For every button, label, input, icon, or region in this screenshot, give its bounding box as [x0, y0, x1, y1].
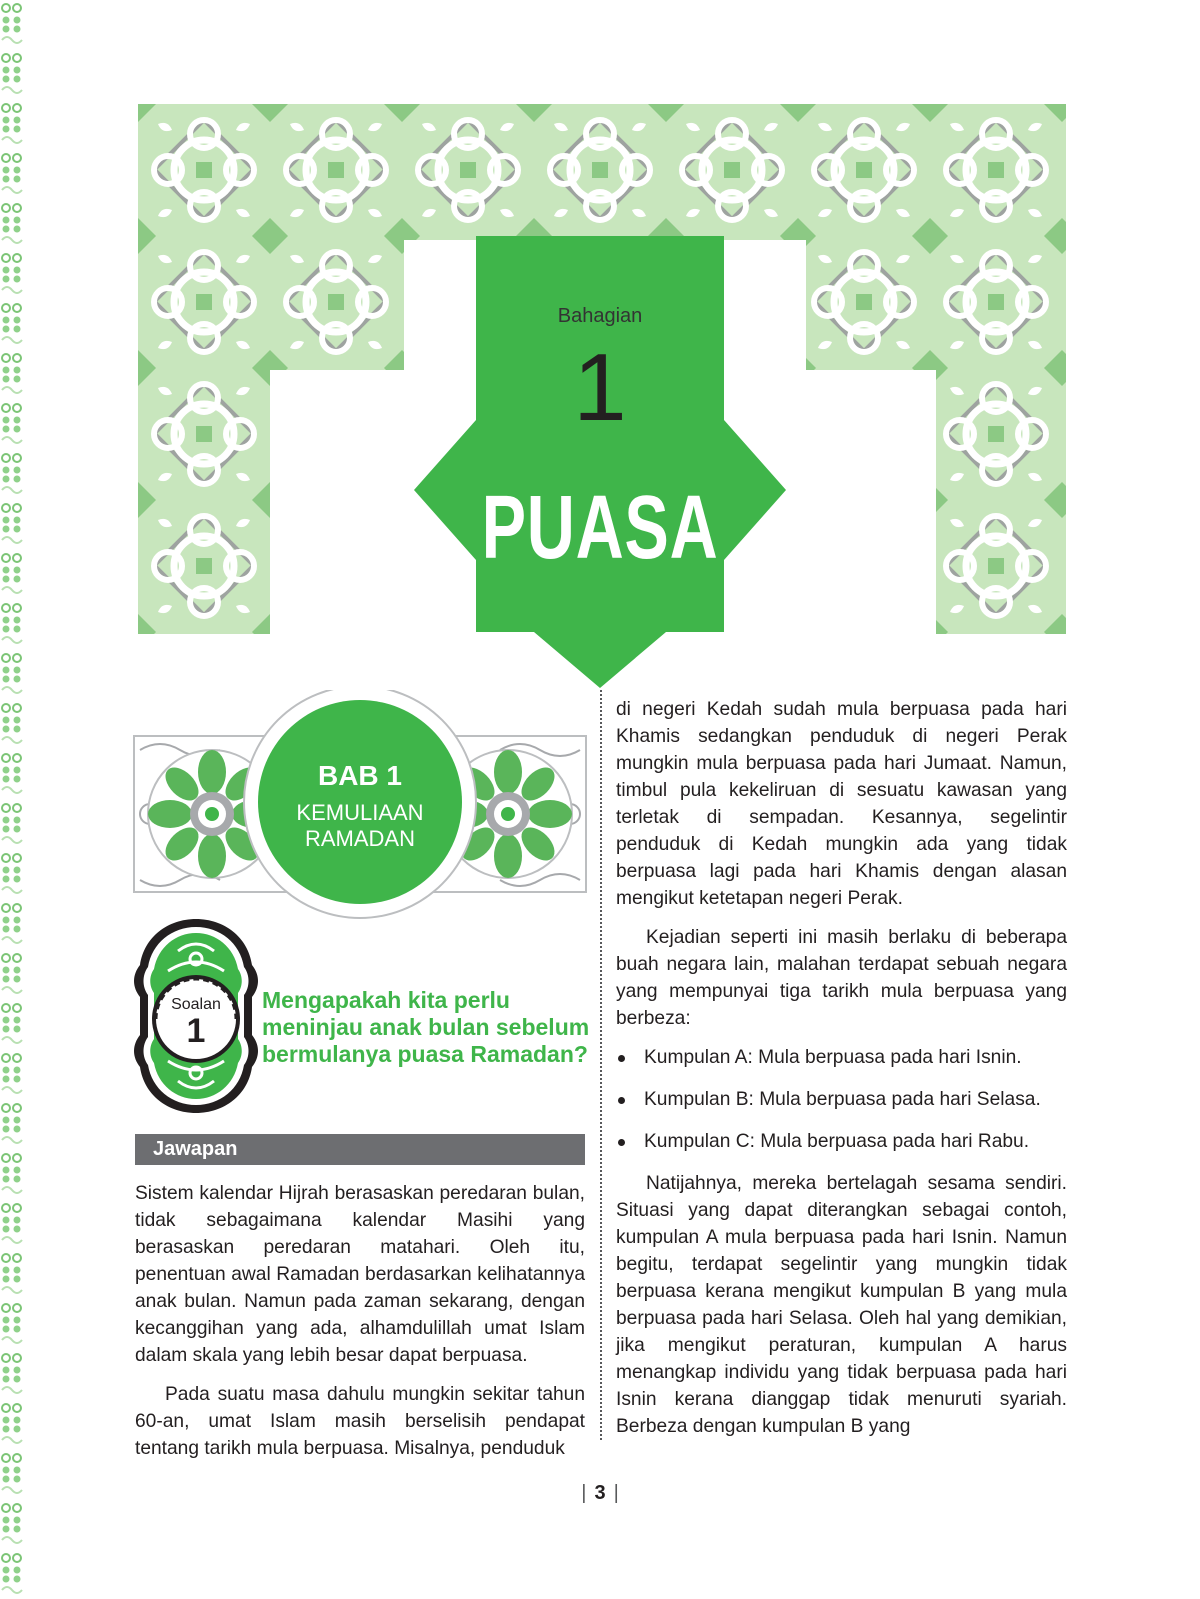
- part-label: Bahagian: [557, 305, 643, 327]
- chapter-title-line2: RAMADAN: [304, 826, 415, 851]
- answer-label: Jawapan: [153, 1138, 238, 1160]
- page-number: [560, 1482, 640, 1505]
- paragraph: Pada suatu masa dahulu mungkin sekitar tahun 60-an, umat Islam masih berselisih pendapat tentang tarikh mula berpuasa. Misalnya, penduduk: [135, 1384, 585, 1459]
- bullet-list: [616, 1044, 1067, 1155]
- question-number: 1: [186, 1012, 206, 1050]
- page-number-left-bar: |: [581, 1482, 587, 1504]
- column-divider: [600, 690, 602, 1440]
- left-column: [135, 1180, 585, 1462]
- page-number-value: 3: [594, 1482, 606, 1504]
- question-text: Mengapakah kita perlu meninjau anak bulan sebelum bermulanya puasa Ramadan?: [262, 987, 590, 1067]
- list-item: Kumpulan C: Mula berpuasa pada hari Rabu.: [616, 1128, 1067, 1155]
- answer-header: [135, 1134, 585, 1165]
- paragraph: di negeri Kedah sudah mula berpuasa pada hari Khamis sedangkan penduduk di negeri Perak mungkin mula berpuasa pada hari Jumaat. Namun, timbul pula kekeliruan di sesuatu kawasan yang terletak di sempadan. Kesannya, segelintir penduduk di Kedah mungkin ada yang tidak berpuasa lagi pada hari Khamis dengan alasan mengikut ketetapan negeri Perak.: [616, 699, 1067, 909]
- right-column: [616, 696, 1067, 1440]
- part-number: 1: [573, 334, 627, 441]
- paragraph: Sistem kalendar Hijrah berasaskan peredaran bulan, tidak sebagaimana kalendar Masihi yang berasaskan peredaran matahari. Oleh itu, penentuan awal Ramadan berdasarkan kelihatannya anak bulan. Namun pada zaman sekarang, dengan kecanggihan yang ada, alhamdulillah umat Islam dalam skala yang lebih besar dapat berpuasa.: [135, 1183, 585, 1366]
- paragraph: Natijahnya, mereka bertelagah sesama sendiri. Situasi yang dapat diterangkan sebagai contoh, kumpulan A mula berpuasa pada hari Isnin. Namun begitu, terdapat segelintir yang mungkin tidak berpuasa kerana mengikut kumpulan B yang mula berpuasa pada hari Selasa. Oleh hal yang demikian, jika mengikut peraturan, kumpulan A harus menangkap individu yang tidak berpuasa pada hari Isnin kerana dianggap tidak menuruti syariah. Berbeza dengan kumpulan B yang: [616, 1173, 1067, 1437]
- chapter-title: [260, 800, 460, 852]
- chapter-title-line1: KEMULIAAN: [296, 800, 424, 825]
- page-number-right-bar: |: [613, 1482, 619, 1504]
- list-item: Kumpulan B: Mula berpuasa pada hari Selasa.: [616, 1086, 1067, 1113]
- part-title: PUASA: [481, 478, 719, 578]
- paragraph: Kejadian seperti ini masih berlaku di beberapa buah negara lain, malahan terdapat sebuah negara yang mempunyai tiga tarikh mula berpuasa yang berbeza:: [616, 927, 1067, 1029]
- chapter-number: BAB 1: [317, 760, 402, 791]
- question-label: Soalan: [171, 996, 221, 1013]
- list-item: Kumpulan A: Mula berpuasa pada hari Isnin.: [616, 1044, 1067, 1071]
